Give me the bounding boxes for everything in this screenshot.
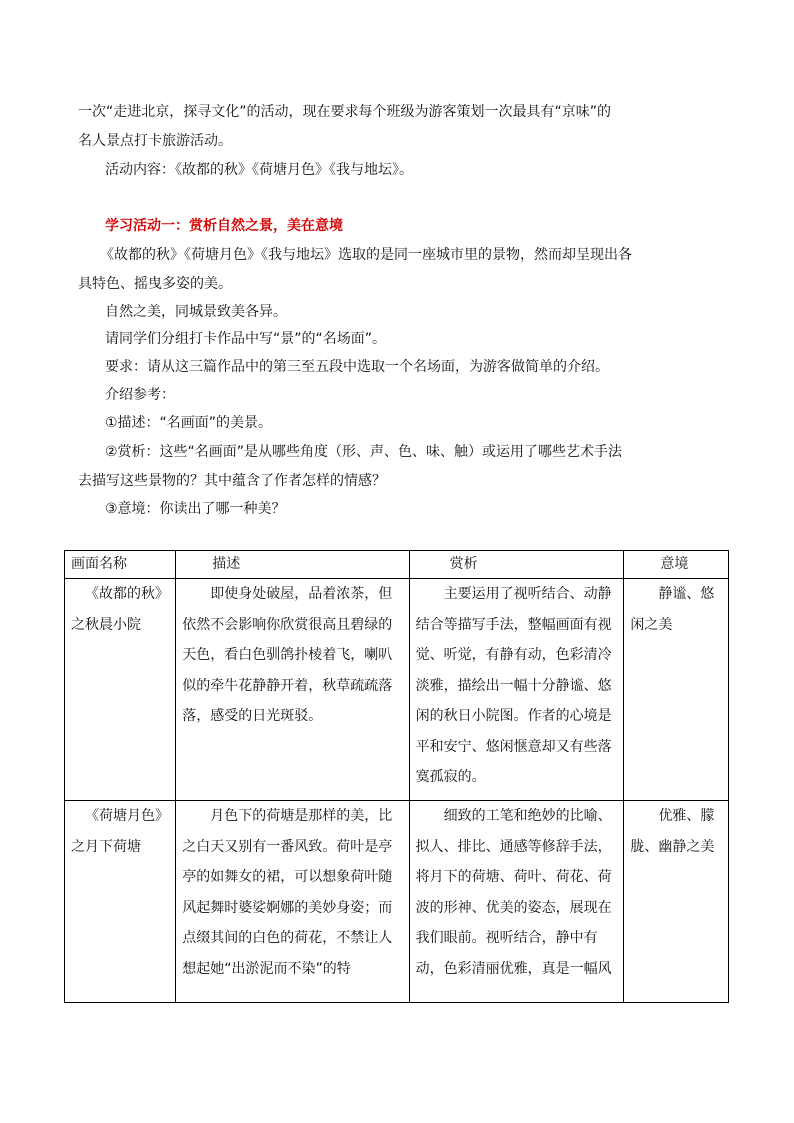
header-scene-name: 画面名称	[65, 551, 176, 579]
cell-scene-name: 《故都的秋》之秋晨小院	[65, 579, 176, 801]
header-mood: 意境	[624, 551, 729, 579]
activity-para-1-line-1: 《故都的秋》《荷塘月色》《我与地坛》选取的是同一座城市里的景物，然而却呈现出各	[100, 247, 632, 263]
table-row	[65, 579, 729, 801]
cell-mood: 优雅、朦胧、幽静之美	[624, 801, 729, 1003]
scene-table	[64, 550, 729, 1003]
reference-2-line-1: ②赏析：这些“名画面”是从哪些角度（形、声、色、味、触）或运用了哪些艺术手法	[105, 444, 623, 460]
table-row	[65, 801, 729, 1003]
activity-para-2: 自然之美，同城景致美各异。	[105, 304, 287, 320]
activity-para-3: 请同学们分组打卡作品中写“景”的“名场面”。	[105, 331, 387, 347]
intro-line-2: 名人景点打卡旅游活动。	[78, 133, 232, 149]
reference-3: ③意境：你读出了哪一种美？	[105, 501, 286, 517]
activity-para-5: 介绍参考：	[105, 387, 175, 403]
reference-1: ①描述：“名画面”的美景。	[105, 415, 273, 431]
intro-line-1: 一次“走进北京，探寻文化”的活动，现在要求每个班级为游客策划一次最具有“京味”的	[78, 104, 612, 120]
intro-line-3: 活动内容：《故都的秋》《荷塘月色》《我与地坛》。	[105, 162, 413, 178]
activity-para-4: 要求：请从这三篇作品中的第三至五段中选取一个名场面，为游客做简单的介绍。	[105, 359, 609, 375]
activity-heading: 学习活动一：赏析自然之景，美在意境	[105, 218, 343, 234]
cell-description: 月色下的荷塘是那样的美，比之白天又别有一番风致。荷叶是亭亭的如舞女的裙，可以想象荷叶随风起舞时婆娑婀娜的美妙身姿；而点缀其间的白色的荷花，不禁让人想起她“出淤泥而不染”的特	[176, 801, 409, 1003]
header-analysis: 赏析	[409, 551, 624, 579]
cell-description: 即使身处破屋，品着浓茶，但依然不会影响你欣赏很高且碧绿的天色，看白色驯鸽扑棱着飞，喇叭似的牵牛花静静开着，秋草疏疏落落，感受的日光斑驳。	[176, 579, 409, 801]
cell-analysis: 主要运用了视听结合、动静结合等描写手法，整幅画面有视觉、听觉，有静有动，色彩清冷淡雅，描绘出一幅十分静谧、悠闲的秋日小院图。作者的心境是平和安宁、悠闲惬意却又有些落寞孤寂的。	[409, 579, 624, 801]
cell-mood: 静谧、悠闲之美	[624, 579, 729, 801]
activity-para-1-line-2: 具特色、摇曳多姿的美。	[78, 276, 232, 292]
header-description: 描述	[176, 551, 409, 579]
reference-2-line-2: 去描写这些景物的？其中蕴含了作者怎样的情感？	[78, 473, 386, 489]
table-header-row	[65, 551, 729, 579]
cell-scene-name: 《荷塘月色》之月下荷塘	[65, 801, 176, 1003]
cell-analysis: 细致的工笔和绝妙的比喻、拟人、排比、通感等修辞手法，将月下的荷塘、荷叶、荷花、荷波的形神、优美的姿态，展现在我们眼前。视听结合，静中有动，色彩清丽优雅，真是一幅风	[409, 801, 624, 1003]
